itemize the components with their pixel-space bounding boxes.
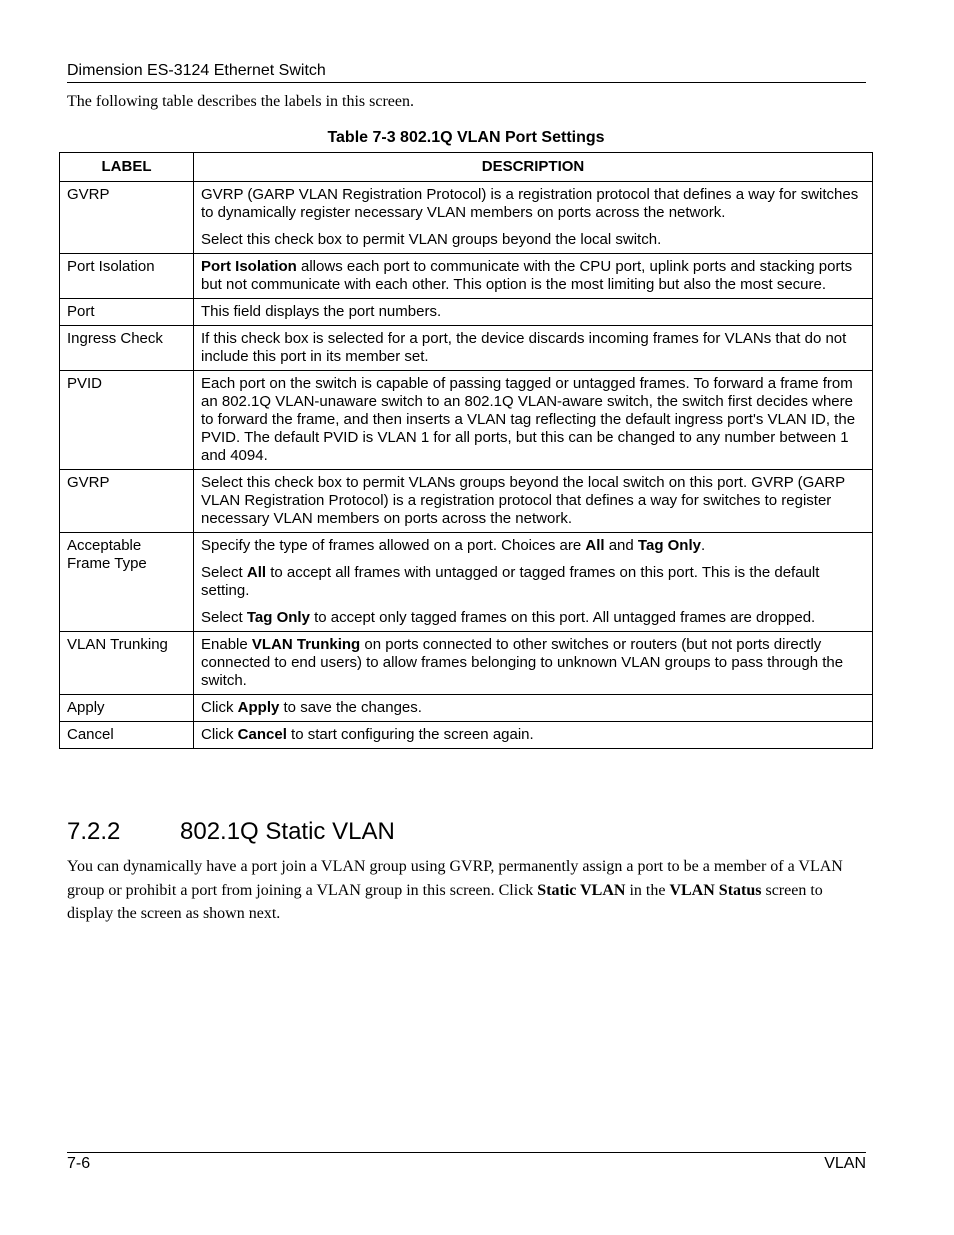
text-run: to accept only tagged frames on this port. All untagged frames are dropped. — [309, 609, 816, 626]
description-paragraph — [201, 636, 865, 690]
bold-term: Cancel — [237, 726, 287, 743]
description-table — [59, 152, 873, 749]
table-row — [60, 326, 873, 371]
row-label: VLAN Trunking — [60, 632, 194, 695]
bold-term: VLAN Status — [669, 881, 762, 899]
description-paragraph — [201, 699, 865, 717]
table-row — [60, 722, 873, 749]
description-paragraph — [201, 564, 865, 600]
bold-term: VLAN Trunking — [251, 636, 361, 653]
row-description — [194, 254, 873, 299]
row-description — [194, 371, 873, 470]
bold-term: All — [246, 564, 267, 581]
page-number: 7-6 — [67, 1155, 91, 1172]
page-header — [67, 61, 866, 83]
table-row — [60, 533, 873, 632]
bold-term: Static VLAN — [537, 881, 626, 899]
description-paragraph — [201, 258, 865, 294]
text-run: Select — [201, 564, 247, 581]
intro-text: The following table describes the labels in this screen. — [67, 93, 415, 110]
row-label: Cancel — [60, 722, 194, 749]
description-paragraph — [201, 609, 865, 627]
table-row — [60, 371, 873, 470]
row-description — [194, 632, 873, 695]
description-paragraph — [201, 375, 865, 465]
section-title: 802.1Q Static VLAN — [180, 817, 395, 845]
text-run: Select — [201, 609, 247, 626]
row-label: Ingress Check — [60, 326, 194, 371]
text-run: Enable — [201, 636, 252, 653]
text-run: screen to display the screen as shown next. — [67, 881, 823, 922]
row-label: PVID — [60, 371, 194, 470]
description-paragraph — [201, 537, 865, 555]
row-description — [194, 722, 873, 749]
text-run: to accept all frames with untagged or tagged frames on this port. This is the default setting. — [201, 564, 820, 599]
text-run: Select this check box to permit VLANs groups beyond the local switch on this port. GVRP (GARP VLAN Registration Protocol) is a registration protocol that defines a way for switches to register necessary VLAN members on ports across the network. — [201, 474, 845, 527]
text-run: on ports connected to other switches or routers (but not ports directly connected to end users) to allow frames belonging to unknown VLAN groups to pass through the switch. — [201, 636, 844, 689]
table-row — [60, 182, 873, 254]
table-row — [60, 254, 873, 299]
description-paragraph — [201, 303, 865, 321]
text-run: Each port on the switch is capable of passing tagged or untagged frames. To forward a frame from an 802.1Q VLAN-unaware switch to an 802.1Q VLAN-aware switch, the switch first decides where to forward the frame, and then inserts a VLAN tag reflecting the default ingress port's VLAN ID, the PVID. The default PVID is VLAN 1 for all ports, but this can be changed to any number between 1 and 4094. — [201, 375, 856, 464]
row-label: Port — [60, 299, 194, 326]
row-label: GVRP — [60, 182, 194, 254]
row-label: GVRP — [60, 470, 194, 533]
bold-term: Apply — [237, 699, 280, 716]
text-run: Select this check box to permit VLAN groups beyond the local switch. — [201, 231, 662, 248]
table-header-row — [60, 153, 873, 182]
row-description — [194, 470, 873, 533]
bold-term: All — [585, 537, 605, 554]
row-description — [194, 326, 873, 371]
table-body — [60, 182, 873, 749]
table-row — [60, 299, 873, 326]
row-label: Apply — [60, 695, 194, 722]
table-row — [60, 632, 873, 695]
text-run: in the — [625, 881, 670, 899]
text-run: Click — [201, 726, 238, 743]
text-run: GVRP (GARP VLAN Registration Protocol) is a registration protocol that defines a way for switches to dynamically register necessary VLAN members on ports across the network. — [201, 186, 859, 221]
text-run: to start configuring the screen again. — [286, 726, 534, 743]
description-paragraph — [201, 231, 865, 249]
description-paragraph — [201, 330, 865, 366]
table-caption: Table 7-3 802.1Q VLAN Port Settings — [327, 129, 605, 146]
section-body-paragraph — [67, 855, 867, 926]
section-heading — [67, 817, 395, 847]
row-description — [194, 182, 873, 254]
description-paragraph — [201, 186, 865, 222]
text-run: If this check box is selected for a port, the device discards incoming frames for VLANs that do not include this port in its member set. — [201, 330, 847, 365]
description-paragraph — [201, 726, 865, 744]
column-header-label: LABEL — [60, 153, 194, 182]
text-run: . — [700, 537, 706, 554]
text-run: and — [604, 537, 638, 554]
text-run: to save the changes. — [279, 699, 422, 716]
row-description — [194, 299, 873, 326]
text-run: This field displays the port numbers. — [201, 303, 442, 320]
header-title: Dimension ES-3124 Ethernet Switch — [67, 62, 326, 79]
bold-term: Tag Only — [246, 609, 310, 626]
text-run: allows each port to communicate with the CPU port, uplink ports and stacking ports but not communicate with each other. This option is the most limiting but also the most secure. — [201, 258, 853, 293]
section-number: 7.2.2 — [67, 817, 121, 845]
row-description — [194, 533, 873, 632]
table-row — [60, 470, 873, 533]
row-description — [194, 695, 873, 722]
text-run: You can dynamically have a port join a VLAN group using GVRP, permanently assign a port to be a member of a VLAN group or prohibit a port from joining a VLAN group in this screen. Click — [67, 858, 843, 899]
table-row — [60, 695, 873, 722]
text-run: Specify the type of frames allowed on a port. Choices are — [201, 537, 586, 554]
bold-term: Port Isolation — [201, 258, 297, 275]
page-footer — [67, 1152, 866, 1174]
row-label: Acceptable Frame Type — [60, 533, 194, 632]
row-label: Port Isolation — [60, 254, 194, 299]
bold-term: Tag Only — [637, 537, 701, 554]
column-header-description: DESCRIPTION — [194, 153, 873, 182]
chapter-name: VLAN — [824, 1155, 866, 1172]
text-run: Click — [201, 699, 238, 716]
description-paragraph — [201, 474, 865, 528]
